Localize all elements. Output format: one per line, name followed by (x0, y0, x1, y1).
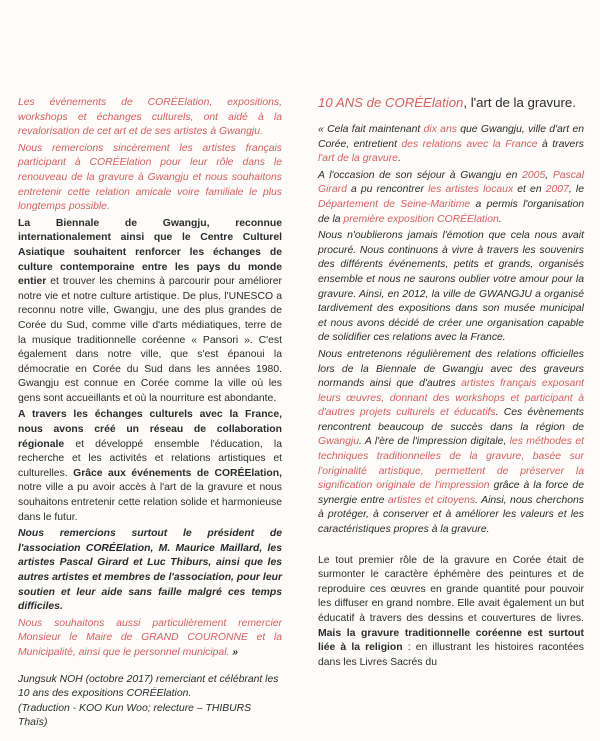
history-paragraph (318, 169, 584, 227)
thanks-mayor-paragraph (18, 617, 282, 661)
text: et en (513, 184, 546, 196)
article-title (318, 94, 584, 111)
bold-text: Mais la gravure traditionnelle coréenne est surtout liée à la religion (318, 627, 584, 654)
thanks-mayor-text: Nous souhaitons aussi particulièrement remercier Monsieur le Maire de GRAND COURONNE et la Municipalité, ainsi que le personnel municipal. (18, 617, 282, 658)
closing-quote: » (229, 646, 239, 658)
biennale-paragraph (18, 217, 282, 407)
text: A l'occasion de son séjour à Gwangju en (318, 169, 523, 181)
text: « Cela fait maintenant (318, 124, 424, 135)
biennale-rest: et trouver les chemins à parcourir pour améliorer notre vie et notre culture artistique. De plus, l'UNESCO a reconnu notre ville, Gwangju, une des plus grandes de Corée du Sud, comme ville d'arts médiatiques, terre de la musique traditionnelle coréenne « Pansori ». C'est également dans notre ville, que s'est épanoui la démocratie en Corée du Sud dans les années 1980. Gwangju est connue en Corée comme la ville où les gens sont accueillants et où la nourriture est abondante. (18, 276, 282, 404)
highlight: Pascal Girard (318, 169, 584, 196)
highlight: artistes et citoyens (387, 494, 476, 506)
highlight: les artistes locaux (428, 184, 514, 196)
right-column (318, 94, 584, 672)
exchanges-mid: et développé ensemble l'éducation, la recherche et les activités et relations artistiques et culturelles. (18, 438, 282, 479)
text: Elle avait également un but éducatif à travers des dessins et couvertures de livres. (318, 598, 585, 624)
left-column (18, 96, 282, 733)
text: . A l'ère de l'impression digitale, (359, 436, 510, 448)
translation-line: (Traduction - KOO Kun Woo; relecture – THIBURS Thaïs) (18, 702, 252, 729)
text: , le (568, 184, 584, 196)
biennale-bold: La Biennale de Gwangju, reconnue internationalement ainsi que le Centre Culturel Asiatique souhaitent renforcer les échanges de culture contemporaine entre les pays du monde entier (18, 217, 282, 288)
author-line: Jungsuk NOH (octobre 2017) remerciant et célébrant les 10 ans des expositions CORÉElation. (18, 673, 279, 700)
title-rest: , l'art de la gravure. (463, 95, 576, 110)
exchanges-bold-2: Grâce aux événements de CORÉElation, (73, 467, 282, 479)
text: grâce à la force de synergie entre (318, 480, 584, 506)
text: à travers (537, 138, 584, 150)
exchanges-paragraph (18, 408, 282, 525)
highlight: les méthodes et techniques traditionnelles de la gravure, basée sur l'originalité artistique, permettent de préserver la signification originale de l'impression (318, 436, 584, 492)
role-paragraph (318, 554, 584, 671)
highlight: Gwangju (318, 436, 360, 448)
text: a permis l'organisation de la (318, 198, 584, 225)
text: Nous entretenons régulièrement des relations officielles lors de la Biennale de Gwangju avec des graveurs normands ainsi que d'autres (318, 348, 584, 390)
exchanges-bold: A travers les échanges culturels avec la France, nous avons créé un réseau de collaboration régionale (18, 409, 282, 450)
author-credit (18, 673, 282, 731)
text: que Gwangju, ville d'art en Corée, entretient (318, 124, 585, 150)
highlight: l'art de la gravure (318, 153, 398, 165)
memories-paragraph: Nous n'oublierons jamais l'émotion que cela nous avait procuré. Nous continuons à vivre à travers les souvenirs des différents événements, petits et grands, organisés ensemble et nous ne saurons oublier votre amour pour la gravure. Ainsi, en 2012, la ville de GWANGJU a organisé tardivement des expositions dans son musée municipal et nous avons décidé de créer une organisation capable de solidifier ces relations avec la France. (318, 230, 584, 344)
exchanges-rest: notre ville a pu avoir accès à l'art de la gravure et nous souhaitons entretenir cette relation solide et harmonieuse dans le futur. (18, 482, 282, 523)
text: : en illustrant les histoires racontées dans les Livres Sacrés du (318, 642, 584, 668)
text: Le tout premier rôle de la gravure en Corée était de surmonter le caractère éphémère des peintures et de reproduire ces œuvres en grande quantité pour pouvoir les diffuser en grand nombre. (318, 554, 584, 610)
title-highlight: 10 ANS de CORÉElation (318, 95, 464, 110)
highlight: des relations avec la France (401, 138, 538, 150)
text: . (397, 153, 401, 165)
highlight: dix ans (423, 124, 457, 135)
highlight: 2005 (522, 169, 546, 181)
relations-paragraph (318, 348, 584, 538)
thanks-president-paragraph: Nous remercions surtout le président de l'association CORÉElation, M. Maurice Maillard, les artistes Pascal Girard et Luc Thiburs, ainsi que les autres artistes et membres de l'association, pour leur soutien et leur aide sans faille malgré ces temps difficiles. (18, 528, 282, 613)
text: , (545, 169, 553, 181)
highlight: première exposition CORÉElation (343, 213, 499, 225)
highlight: 2007 (545, 184, 569, 196)
thanks-artists-paragraph: Nous remercions sincèrement les artistes français participant à CORÉElation pour leur rôle dans le renouveau de la gravure à Gwangju et nous souhaitons entretenir cette relation amicale voire familiale le plus longtemps possible. (18, 142, 282, 213)
intro-paragraph: Les événements de CORÉElation, expositions, workshops et échanges culturels, ont aidé à la revalorisation de cet art et de ses artistes à Gwangju. (18, 97, 282, 138)
ten-years-paragraph (318, 123, 584, 167)
text: . Ainsi, nous cherchons à protéger, à conserver et à améliorer les valeurs et les caractéristiques propres à la gravure. (318, 494, 584, 536)
text: . Ces évènements rencontrent beaucoup de succès dans la région de (318, 407, 584, 433)
text: a pu rencontrer (346, 184, 429, 196)
highlight: artistes français exposant leurs œuvres, donnant des workshops et participant à d'autres projets culturels et éducatifs (318, 378, 584, 419)
highlight: Département de Seine-Maritime (318, 198, 471, 210)
text: . (498, 213, 502, 225)
